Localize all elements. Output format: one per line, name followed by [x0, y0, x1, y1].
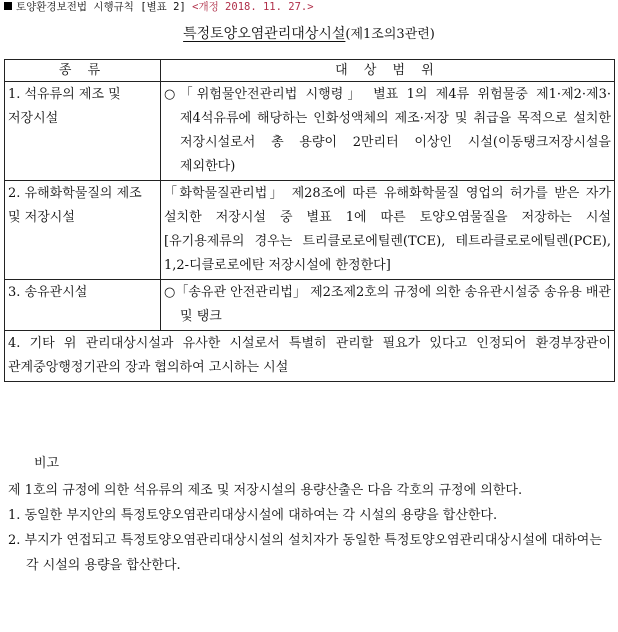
- scope-cell: 「화학물질관리법」 제28조에 따른 유해화학물질 영업의 허가를 받은 자가 설치한 저장시설 중 별표 1에 따른 토양오염물질을 저장하는 시설[유기용제류의 경우는 트리클로로에틸렌(TCE), 테트라클로로에틸렌(PCE), 1,2-디클로로에탄 저장시설에 한정한다]: [161, 181, 615, 280]
- table-header-row: [5, 60, 615, 82]
- scope-text: ○「위험물안전관리법 시행령」 별표 1의 제4류 위험물중 제1·제2·제3·제4석유류에 해당하는 인화성액체의 제조·저장 및 취급을 목적으로 설치한 저장시설로서 총 용량이 2만리터 이상인 시설(이동탱크저장시설을 제외한다): [164, 87, 611, 174]
- table-row: [5, 181, 615, 280]
- header-scope: 대 상 범 위: [161, 60, 615, 82]
- category-cell: 2. 유해화학물질의 제조 및 저장시설: [5, 181, 161, 280]
- notes-heading: 비고: [34, 456, 60, 471]
- scope-cell: [161, 280, 615, 331]
- other-facilities-cell: 4. 기타 위 관리대상시설과 유사한 시설로서 특별히 관리할 필요가 있다고 인정되어 환경부장관이 관계중앙행정기관의 장과 협의하여 고시하는 시설: [5, 331, 615, 382]
- table-row: [5, 280, 615, 331]
- title-sub: (제1조의3관련): [345, 27, 435, 42]
- law-header: [4, 0, 314, 16]
- amendment-date: <개정 2018. 11. 27.>: [192, 1, 314, 13]
- law-reference: 토양환경보전법 시행규칙 [별표 2]: [16, 1, 186, 13]
- notes-item: 1. 동일한 부지안의 특정토양오염관리대상시설에 대하여는 각 시설의 용량을 합산한다.: [8, 508, 498, 523]
- table-footer-row: [5, 331, 615, 382]
- category-cell: 1. 석유류의 제조 및 저장시설: [5, 82, 161, 181]
- title-main: 특정토양오염관리대상시설: [183, 26, 346, 42]
- notes-item: 2. 부지가 연접되고 특정토양오염관리대상시설의 설치자가 동일한 특정토양오염관리대상시설에 대하여는 각 시설의 용량을 합산한다.: [8, 533, 602, 573]
- page-title: [0, 23, 618, 46]
- square-bullet-icon: [4, 2, 12, 10]
- scope-cell: [161, 82, 615, 181]
- notes-section: [8, 451, 612, 578]
- facility-table: [4, 59, 615, 382]
- scope-text: ○「송유관 안전관리법」 제2조제2호의 규정에 의한 송유관시설중 송유용 배관 및 탱크: [164, 285, 611, 324]
- table-row: [5, 82, 615, 181]
- header-category: 종 류: [5, 60, 161, 82]
- category-cell: 3. 송유관시설: [5, 280, 161, 331]
- notes-intro: 제 1호의 규정에 의한 석유류의 제조 및 저장시설의 용량산출은 다음 각호의 규정에 의한다.: [8, 483, 523, 498]
